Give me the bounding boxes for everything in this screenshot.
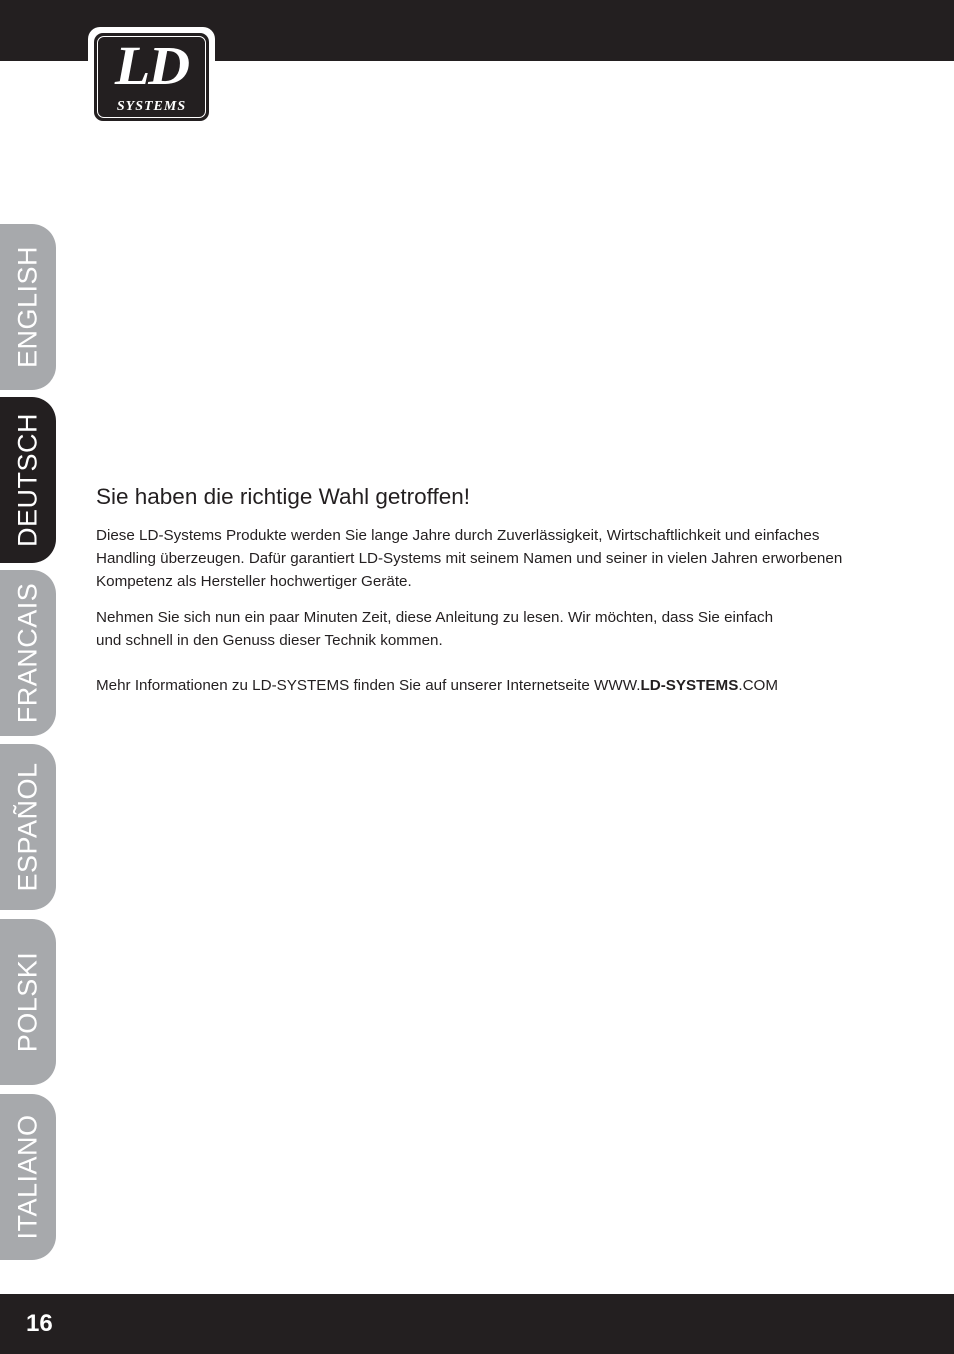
tab-label-espanol: ESPAÑOL xyxy=(12,762,43,892)
page-title: Sie haben die richtige Wahl getroffen! xyxy=(96,484,470,509)
intro-line-3: Kompetenz als Hersteller hochwertiger Geräte. xyxy=(96,573,412,590)
intro-line-2: Handling überzeugen. Dafür garantiert LD-Systems mit seinem Namen und seiner in vielen Jahren erworbenen xyxy=(96,550,843,567)
logo-wordmark: SYSTEMS xyxy=(116,99,187,114)
ld-systems-logo xyxy=(88,27,215,127)
footer-bar xyxy=(0,1294,954,1354)
logo-mark: LD xyxy=(114,34,189,97)
instruction-line-2: und schnell in den Genuss dieser Technik kommen. xyxy=(96,632,443,649)
tab-italiano[interactable] xyxy=(0,1094,56,1260)
tab-english[interactable] xyxy=(0,224,56,390)
intro-paragraph xyxy=(96,524,856,593)
website-prefix: Mehr Informationen zu LD-SYSTEMS finden Sie auf unserer Internetseite WWW. xyxy=(96,677,641,694)
instruction-line-1: Nehmen Sie sich nun ein paar Minuten Zeit, diese Anleitung zu lesen. Wir möchten, dass Sie einfach xyxy=(96,609,774,626)
instruction-paragraph xyxy=(96,606,796,652)
tab-polski[interactable] xyxy=(0,919,56,1085)
tab-francais[interactable] xyxy=(0,570,56,736)
tab-label-polski: POLSKI xyxy=(12,951,43,1053)
logo-badge xyxy=(94,33,209,121)
intro-line-1: Diese LD-Systems Produkte werden Sie lange Jahre durch Zuverlässigkeit, Wirtschaftlichkeit und einfaches xyxy=(96,527,820,544)
tab-label-italiano: ITALIANO xyxy=(12,1114,43,1240)
tab-deutsch[interactable] xyxy=(0,397,56,563)
page-number: 16 xyxy=(26,1310,53,1337)
tab-label-deutsch: DEUTSCH xyxy=(12,412,43,548)
website-paragraph xyxy=(96,674,856,697)
website-suffix: .COM xyxy=(738,677,778,694)
tab-espanol[interactable] xyxy=(0,744,56,910)
tab-label-english: ENGLISH xyxy=(12,245,43,369)
website-brand[interactable]: LD-SYSTEMS xyxy=(640,677,739,694)
tab-label-francais: FRANCAIS xyxy=(12,582,43,724)
